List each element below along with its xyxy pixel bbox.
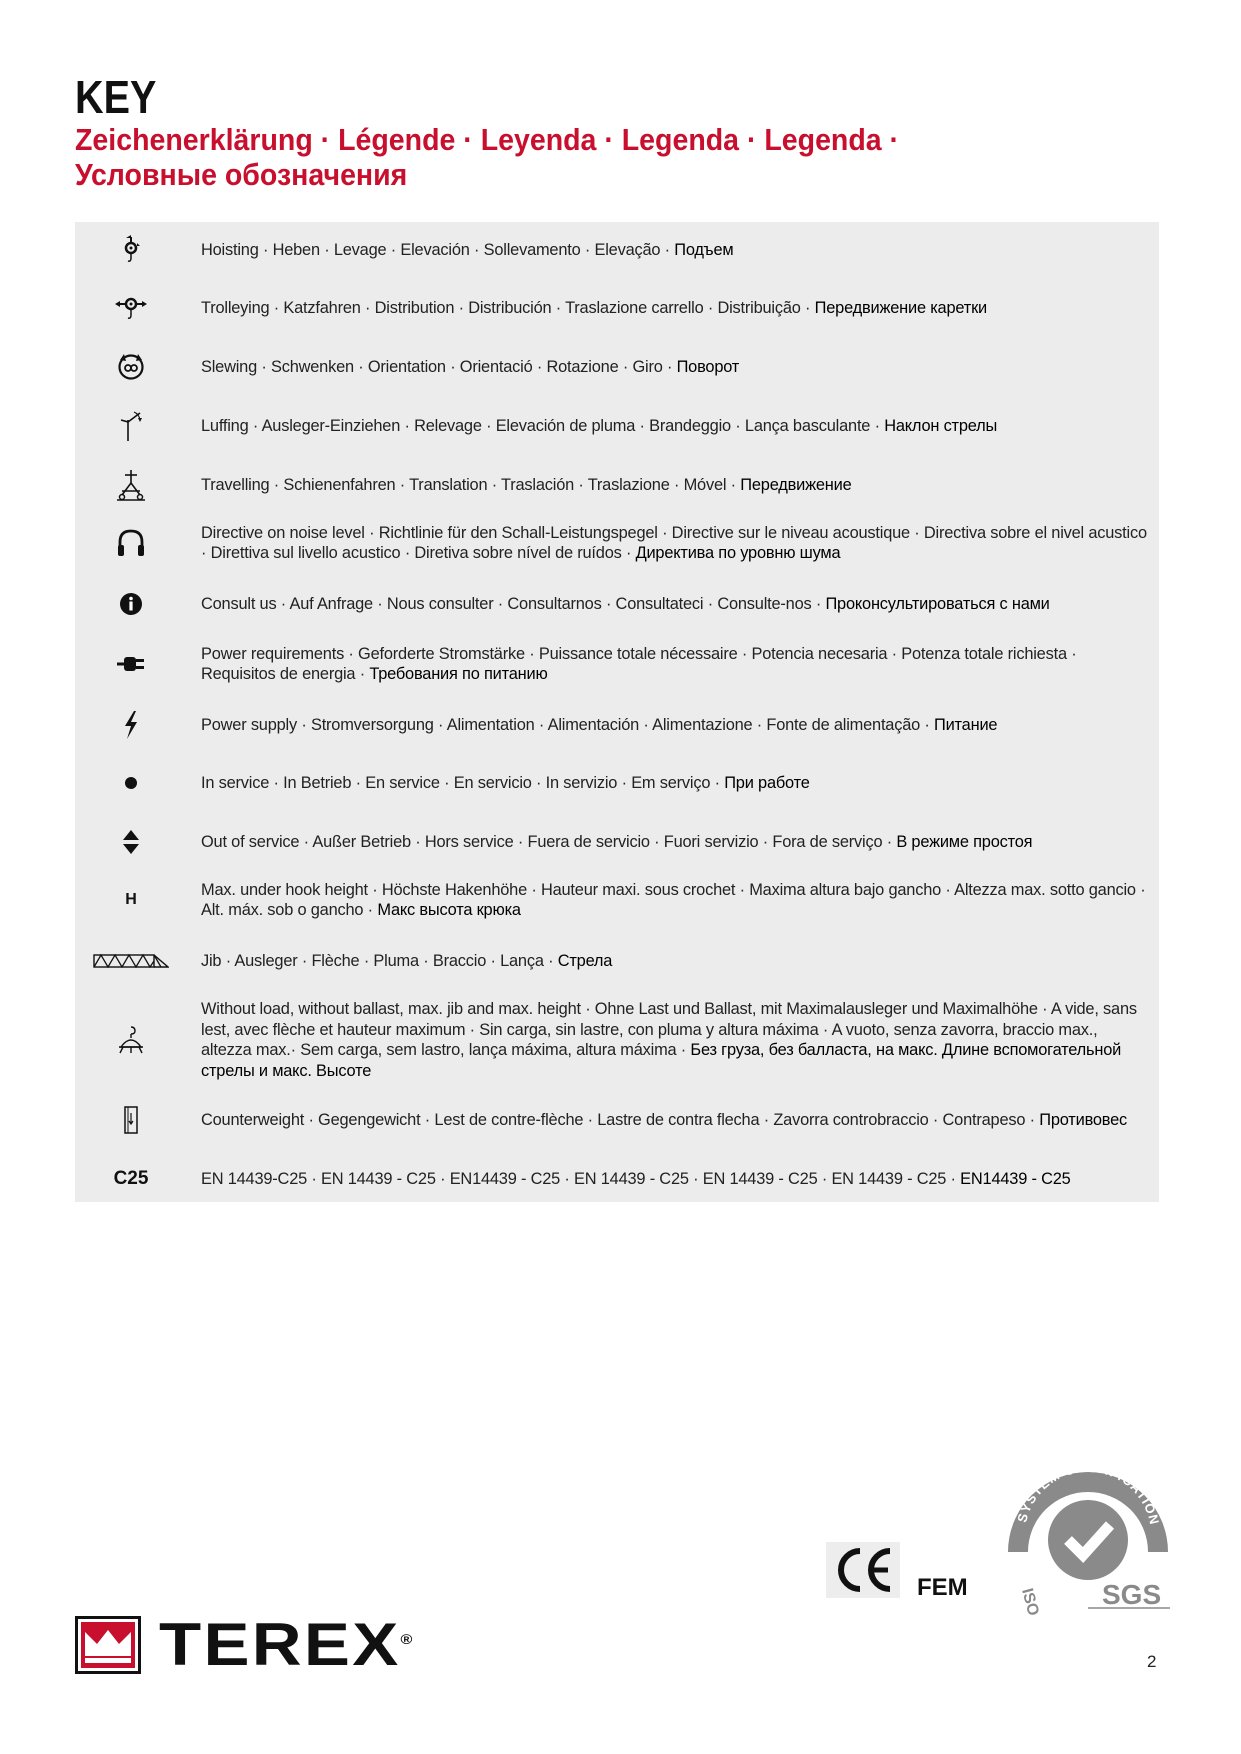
trolleying-icon — [87, 288, 175, 328]
jib-icon — [87, 941, 175, 981]
legend-text: Max. under hook height · Höchste Hakenhöhe · Hauteur maxi. sous crochet · Maxima altura bajo gancho · Altezza max. sotto gancio · Alt. máx. sob o gancho · Макс высота крюка — [201, 880, 1146, 919]
legend-text: Directive on noise level · Richtlinie für den Schall-Leistungspegel · Directive sur le niveau acoustique · Directiva sobre el nivel acustico · Direttiva sul livello acustico · Diretiva sobre nível de ruídos · Директива по уровню шума — [201, 523, 1147, 562]
hoisting-icon — [87, 230, 175, 270]
legend-row — [75, 584, 1159, 624]
height-icon: H — [125, 891, 137, 908]
lightning-icon — [87, 705, 175, 745]
svg-text:SYSTEM CERTIFICATION: SYSTEM CERTIFICATION — [1014, 1459, 1163, 1527]
legend-row — [75, 1159, 1159, 1199]
svg-text:ISO 9001 — [1018, 1587, 1052, 1616]
legend-text: Trolleying · Katzfahren · Distribution · Distribución · Traslazione carrello · Distribuição · Передвижение каретки — [201, 298, 987, 317]
travelling-icon — [87, 465, 175, 505]
legend-text: In service · In Betrieb · En service · En servicio · In servizio · Em serviço · При работе — [201, 773, 810, 792]
legend-row — [75, 998, 1159, 1082]
legend-text: Hoisting · Heben · Levage · Elevación · Sollevamento · Elevação · Подъем — [201, 240, 734, 259]
legend-text: Without load, without ballast, max. jib and max. height · Ohne Last und Ballast, mit Maximalausleger und Maximalhöhe · A vide, sans lest, avec flèche et hauteur maximum · Sin carga, sin lastre, con pluma y altura máxima · A vuoto, senza zavorra, braccio max., altezza max.· Sem carga, sem lastro, lança máxima, altura máxima · Без груза, без балласта, на макс. Длине вспомогательной стрелы и макс. Высоте — [201, 1000, 1137, 1080]
legend-text: Luffing · Ausleger-Einziehen · Relevage · Elevación de pluma · Brandeggio · Lança basculante · Наклон стрелы — [201, 416, 998, 435]
counterweight-icon — [87, 1098, 175, 1142]
page-subtitle: Zeichenerklärung · Légende · Leyenda · Legenda · Legenda · Условные обозначения — [75, 122, 900, 192]
legend-row — [75, 822, 1159, 862]
iso-certification-seal — [1000, 1440, 1176, 1616]
dot-icon — [87, 763, 175, 803]
legend-text: Power requirements · Geforderte Stromstärke · Puissance totale nécessaire · Potencia necesaria · Potenza totale richiesta · Requisitos de energia · Требования по питанию — [201, 644, 1077, 683]
ce-mark — [826, 1542, 900, 1598]
headphones-icon — [87, 521, 175, 565]
legend-text: Travelling · Schienenfahren · Translation · Traslación · Traslazione · Móvel · Передвижение — [201, 475, 852, 494]
without-load-icon — [87, 998, 175, 1082]
out-of-service-icon — [87, 822, 175, 862]
slewing-icon — [87, 347, 175, 387]
luffing-icon — [87, 406, 175, 446]
legend-row — [75, 878, 1159, 922]
legend-row — [75, 230, 1159, 270]
legend-text: Power supply · Stromversorgung · Alimentation · Alimentación · Alimentazione · Fonte de alimentação · Питание — [201, 715, 998, 734]
legend-row — [75, 941, 1159, 981]
page-title: KEY — [75, 71, 157, 123]
legend-row — [75, 521, 1159, 565]
page-number: 2 — [1147, 1652, 1157, 1671]
legend-text: Slewing · Schwenken · Orientation · Orientació · Rotazione · Giro · Поворот — [201, 357, 740, 376]
legend-row — [75, 288, 1159, 328]
legend-row — [75, 406, 1159, 446]
power-plug-icon — [87, 642, 175, 686]
brand-name: TEREX® — [159, 1611, 415, 1678]
legend-text: Consult us · Auf Anfrage · Nous consulter · Consultarnos · Consultateci · Consulte-nos · Проконсультироваться с нами — [201, 594, 1050, 613]
info-icon — [87, 584, 175, 624]
legend-text: Counterweight · Gegengewicht · Lest de contre-flèche · Lastre de contra flecha · Zavorra controbraccio · Contrapeso · Противовес — [201, 1110, 1128, 1129]
legend-row — [75, 1098, 1159, 1142]
svg-text:SGS: SGS — [1102, 1579, 1162, 1610]
legend-panel — [75, 222, 1159, 1202]
legend-text: Jib · Ausleger · Flèche · Pluma · Braccio · Lança · Стрела — [201, 951, 613, 970]
legend-text: EN 14439-C25 · EN 14439 - C25 · EN14439 - C25 · EN 14439 - C25 · EN 14439 - C25 · EN 14439 - C25 · EN14439 - C25 — [201, 1169, 1071, 1188]
terex-logo — [75, 1610, 415, 1679]
fem-mark: FEM — [917, 1574, 968, 1601]
legend-text: Out of service · Außer Betrieb · Hors service · Fuera de servicio · Fuori servizio · Fora de serviço · В режиме простоя — [201, 832, 1033, 851]
terex-crown-icon — [75, 1616, 141, 1674]
legend-row — [75, 705, 1159, 745]
legend-row — [75, 763, 1159, 803]
legend-row — [75, 465, 1159, 505]
legend-row — [75, 347, 1159, 387]
c25-icon: C25 — [113, 1168, 149, 1189]
legend-row — [75, 642, 1159, 686]
